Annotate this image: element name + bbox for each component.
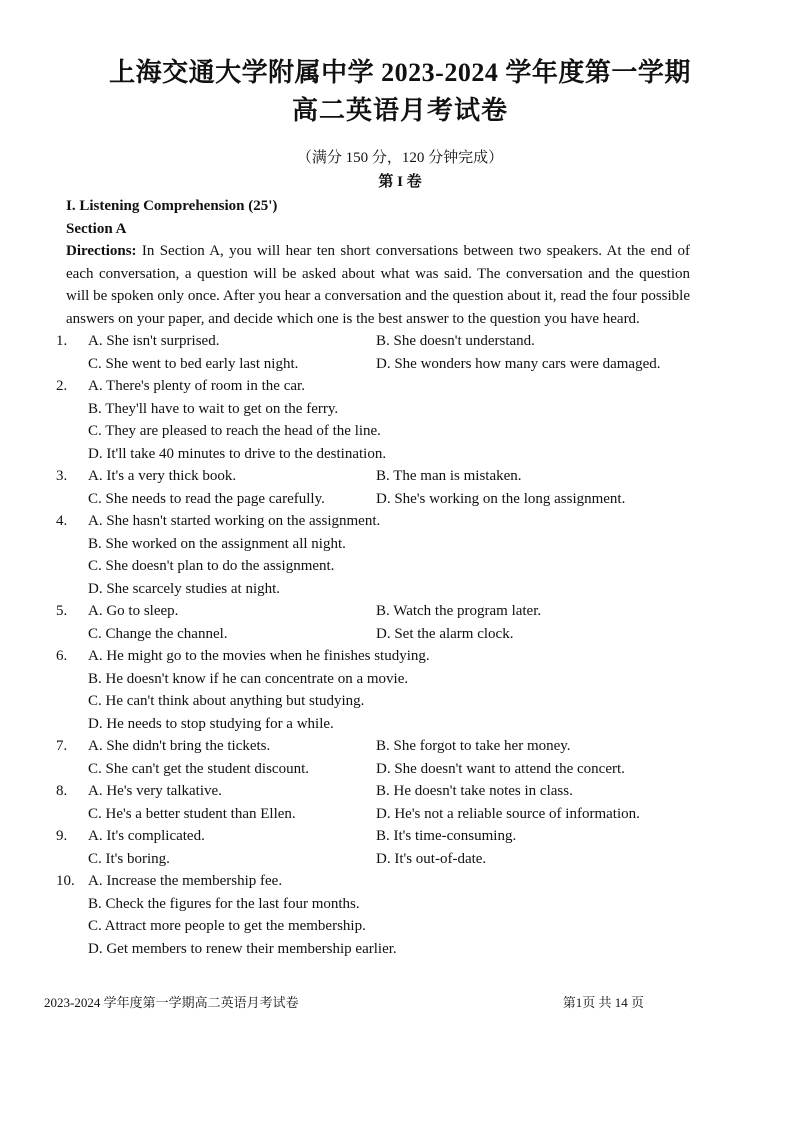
- page-footer: [44, 992, 644, 1011]
- option-a: A. She hasn't started working on the assignment.: [88, 513, 381, 529]
- score-time-note: （满分 150 分，120 分钟完成）: [296, 150, 504, 166]
- question-item: [56, 375, 690, 465]
- option-a: A. She isn't surprised.: [88, 333, 220, 349]
- option-row: [88, 623, 690, 646]
- option-d: D. Set the alarm clock.: [376, 625, 514, 642]
- question-number: 2.: [56, 378, 68, 394]
- option-c: C. It's boring.: [88, 850, 170, 867]
- option-d: D. She scarcely studies at night.: [88, 580, 281, 597]
- question-item: [56, 780, 690, 825]
- option-d: D. She doesn't want to attend the concert.: [376, 760, 625, 777]
- question-item: [56, 825, 690, 870]
- option-b: B. He doesn't know if he can concentrate on a movie.: [88, 670, 409, 687]
- option-c: C. She needs to read the page carefully.: [88, 490, 325, 507]
- option-d: D. He's not a reliable source of information.: [376, 805, 640, 822]
- option-row: [88, 758, 690, 781]
- option-b: B. She forgot to take her money.: [376, 738, 571, 754]
- option-a: A. Increase the membership fee.: [88, 873, 283, 889]
- option-b: B. He doesn't take notes in class.: [376, 783, 573, 799]
- option-row: [88, 780, 690, 803]
- exam-content: [56, 195, 690, 960]
- exam-subtitle: 高二英语月考试卷: [291, 96, 508, 125]
- option-d: D. She wonders how many cars were damaged.: [376, 355, 661, 372]
- option-row: [88, 465, 690, 488]
- option-c: C. He's a better student than Ellen.: [88, 805, 296, 822]
- directions-label: Directions:: [66, 243, 137, 259]
- question-item: [56, 870, 690, 960]
- option-d: D. It'll take 40 minutes to drive to the destination.: [88, 445, 387, 462]
- option-row: [88, 803, 690, 826]
- option-a: A. It's a very thick book.: [88, 468, 237, 484]
- option-b: B. She worked on the assignment all night.: [88, 535, 346, 552]
- question-item: [56, 645, 690, 735]
- question-number: 10.: [56, 873, 75, 889]
- option-b: B. The man is mistaken.: [376, 468, 522, 484]
- option-d: D. She's working on the long assignment.: [376, 490, 626, 507]
- option-b: B. They'll have to wait to get on the ferry.: [88, 400, 339, 417]
- section-heading: I. Listening Comprehension (25'): [66, 198, 278, 214]
- option-c: C. He can't think about anything but studying.: [88, 693, 365, 709]
- option-row: [88, 825, 690, 848]
- option-row: [88, 735, 690, 758]
- option-c: C. She can't get the student discount.: [88, 760, 310, 777]
- question-list: [56, 330, 690, 960]
- footer-exam-name: 2023-2024 学年度第一学期高二英语月考试卷: [44, 995, 299, 1010]
- option-c: C. She went to bed early last night.: [88, 355, 299, 372]
- question-item: [56, 600, 690, 645]
- question-number: 7.: [56, 738, 68, 754]
- option-a: A. There's plenty of room in the car.: [88, 378, 305, 394]
- footer-page-number: 第1页 共 14 页: [562, 995, 644, 1010]
- option-row: [88, 353, 690, 376]
- question-item: [56, 735, 690, 780]
- section-subheading: Section A: [66, 220, 127, 237]
- question-number: 1.: [56, 333, 68, 349]
- option-a: A. He's very talkative.: [88, 783, 222, 799]
- directions-text: In Section A, you will hear ten short conversations between two speakers. At the end of each conversation, a question will be asked about what was said. The conversation and the question will be spoken only once. After you hear a conversation and the question about it, read the four possible answers on your paper, and decide which one is the best answer to the question you have heard.: [66, 243, 690, 327]
- option-row: [88, 600, 690, 623]
- option-b: B. Watch the program later.: [376, 603, 542, 619]
- option-c: C. Change the channel.: [88, 625, 228, 642]
- exam-title: 上海交通大学附属中学 2023-2024 学年度第一学期: [109, 58, 691, 87]
- option-a: A. She didn't bring the tickets.: [88, 738, 271, 754]
- question-item: [56, 465, 690, 510]
- question-number: 6.: [56, 648, 68, 664]
- option-row: [88, 488, 690, 511]
- question-number: 9.: [56, 828, 68, 844]
- question-number: 4.: [56, 513, 68, 529]
- option-b: B. It's time-consuming.: [376, 828, 517, 844]
- question-number: 3.: [56, 468, 68, 484]
- option-c: C. They are pleased to reach the head of the line.: [88, 423, 381, 439]
- option-d: D. Get members to renew their membership earlier.: [88, 940, 397, 957]
- option-row: [88, 330, 690, 353]
- question-item: [56, 510, 690, 600]
- option-row: [88, 848, 690, 871]
- option-a: A. Go to sleep.: [88, 603, 179, 619]
- option-b: B. Check the figures for the last four months.: [88, 895, 360, 912]
- volume-label: 第 I 卷: [378, 174, 422, 190]
- option-a: A. He might go to the movies when he finishes studying.: [88, 648, 430, 664]
- directions: [66, 240, 690, 330]
- option-d: D. It's out-of-date.: [376, 850, 487, 867]
- option-b: B. She doesn't understand.: [376, 333, 535, 349]
- option-d: D. He needs to stop studying for a while.: [88, 715, 334, 732]
- option-c: C. She doesn't plan to do the assignment.: [88, 558, 335, 574]
- question-item: [56, 330, 690, 375]
- question-number: 5.: [56, 603, 68, 619]
- option-c: C. Attract more people to get the membership.: [88, 918, 366, 934]
- question-number: 8.: [56, 783, 68, 799]
- option-a: A. It's complicated.: [88, 828, 205, 844]
